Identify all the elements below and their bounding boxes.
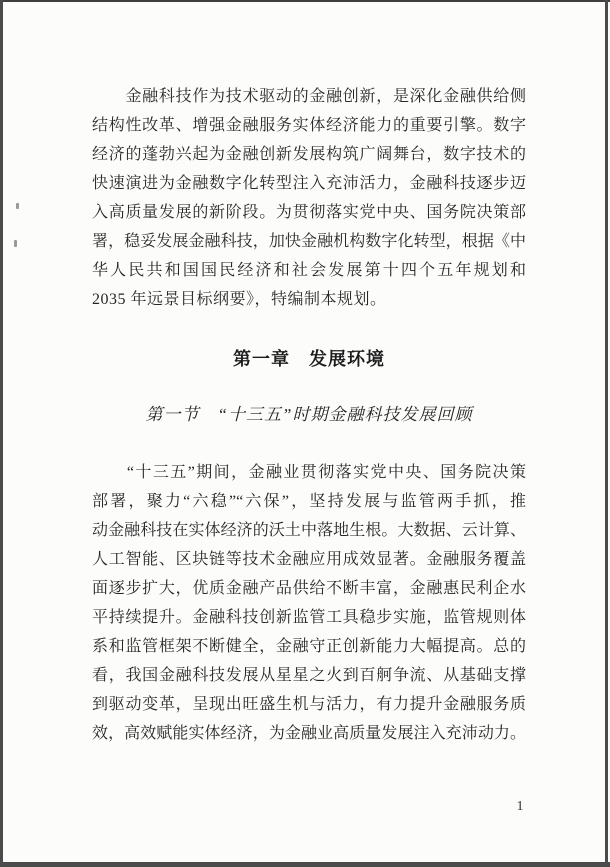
- scan-edge-right: [605, 0, 608, 867]
- text-line: 系和监管框架不断健全，金融守正创新能力大幅提高。总的: [92, 638, 526, 655]
- text-line: 平持续提升。金融科技创新监管工具稳步实施，监管规则体: [92, 609, 526, 626]
- text-line: 署，稳妥发展金融科技，加快金融机构数字化转型，根据《中: [92, 233, 526, 250]
- scan-speck: [16, 203, 19, 209]
- text-line: “十三五”期间，金融业贯彻落实党中央、国务院决策: [92, 464, 526, 481]
- page-number: 1: [516, 799, 524, 814]
- text-line: 入高质量发展的新阶段。为贯彻落实党中央、国务院决策部: [92, 204, 526, 221]
- text-line: 经济的蓬勃兴起为金融创新发展构筑广阔舞台，数字技术的: [92, 146, 526, 163]
- scan-edge-left: [0, 0, 3, 867]
- text-line: 人工智能、区块链等技术金融应用成效显著。金融服务覆盖: [92, 551, 526, 568]
- section-heading: 第一节 “十三五”时期金融科技发展回顾: [145, 405, 473, 424]
- text-line: 华人民共和国国民经济和社会发展第十四个五年规划和: [92, 262, 526, 279]
- scan-speck: [14, 240, 17, 247]
- document-content: [92, 82, 526, 748]
- text-line: 金融科技作为技术驱动的金融创新，是深化金融供给侧: [92, 88, 526, 105]
- chapter-heading: 第一章 发展环境: [233, 349, 385, 369]
- scan-edge-top: [0, 0, 610, 2]
- text-line: 结构性改革、增强金融服务实体经济能力的重要引擎。数字: [92, 117, 526, 134]
- body-paragraph: [92, 458, 526, 748]
- scan-edge-bottom: [0, 862, 610, 867]
- text-line: 效，高效赋能实体经济，为金融业高质量发展注入充沛动力。: [92, 725, 526, 742]
- text-line: 部署，聚力“六稳”“六保”，坚持发展与监管两手抓，推: [92, 493, 526, 510]
- text-line: 看，我国金融科技发展从星星之火到百舸争流、从基础支撑: [92, 667, 526, 684]
- text-line: 快速演进为金融数字化转型注入充沛活力，金融科技逐步迈: [92, 175, 526, 192]
- intro-paragraph: [92, 82, 526, 314]
- text-line: 面逐步扩大，优质金融产品供给不断丰富，金融惠民利企水: [92, 580, 526, 597]
- text-line: 到驱动变革，呈现出旺盛生机与活力，有力提升金融服务质: [92, 696, 526, 713]
- text-line: 动金融科技在实体经济的沃土中落地生根。大数据、云计算、: [92, 522, 526, 539]
- text-line: 2035 年远景目标纲要》，特编制本规划。: [92, 291, 387, 308]
